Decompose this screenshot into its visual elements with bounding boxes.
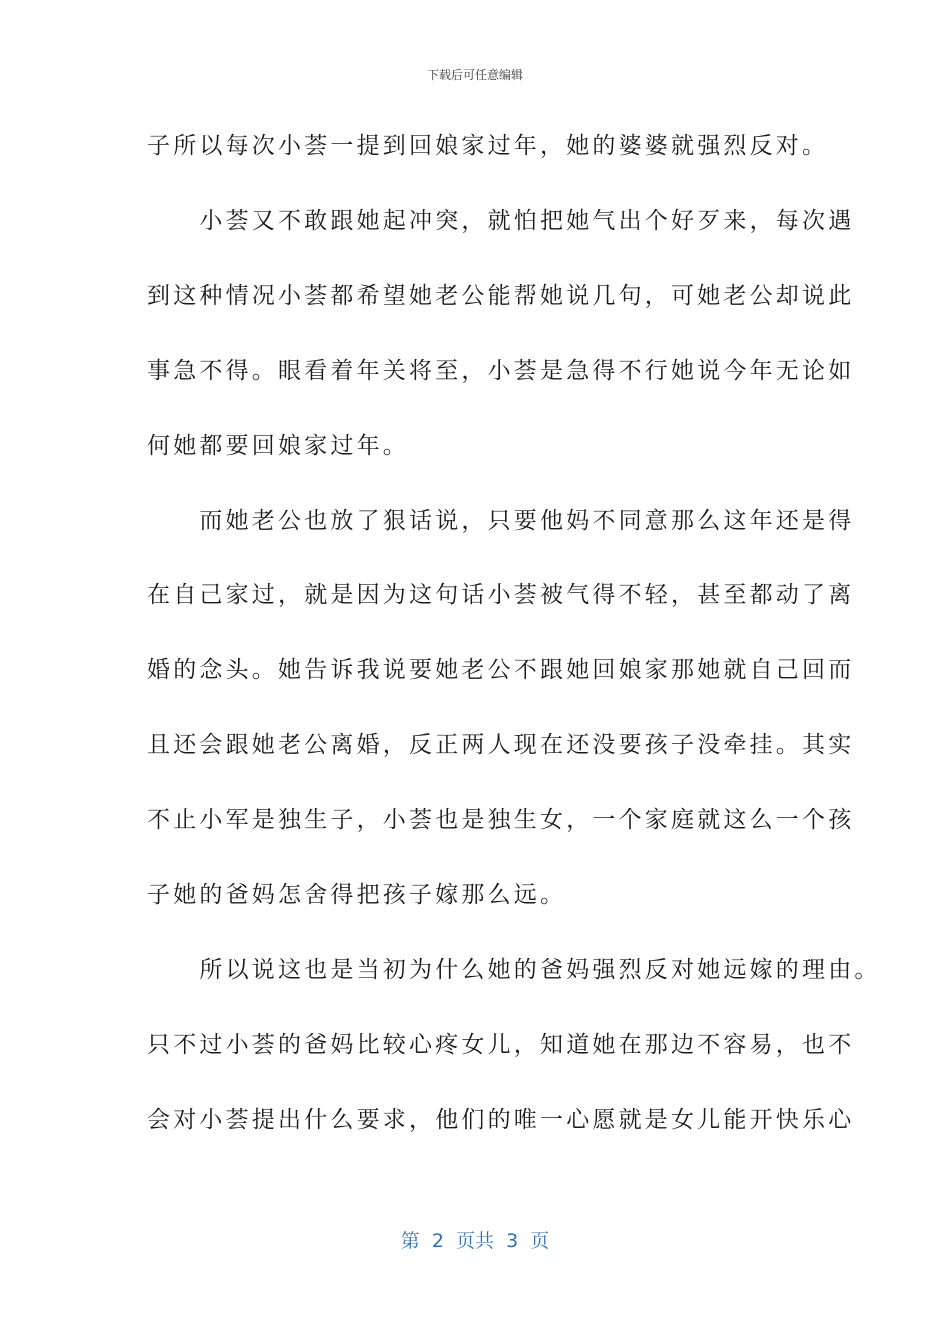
text-line: 小荟又不敢跟她起冲突，就怕把她气出个好歹来，每次遇 bbox=[147, 208, 855, 234]
page-header-note: 下载后可任意编辑 bbox=[426, 68, 523, 82]
text-line: 到这种情况小荟都希望她老公能帮她说几句，可她老公却说此 bbox=[147, 283, 855, 309]
page-number-footer: 第 2 页共 3 页 bbox=[400, 1230, 550, 1252]
text-line: 且还会跟她老公离婚，反正两人现在还没要孩子没牵挂。其实 bbox=[147, 732, 855, 758]
text-line: 子所以每次小荟一提到回娘家过年，她的婆婆就强烈反对。 bbox=[147, 133, 829, 159]
text-line: 所以说这也是当初为什么她的爸妈强烈反对她远嫁的理由。 bbox=[147, 957, 881, 983]
text-line: 只不过小荟的爸妈比较心疼女儿，知道她在那边不容易，也不 bbox=[147, 1032, 855, 1058]
text-line: 而她老公也放了狠话说，只要他妈不同意那么这年还是得 bbox=[147, 508, 855, 534]
text-line: 会对小荟提出什么要求，他们的唯一心愿就是女儿能开快乐心 bbox=[147, 1107, 855, 1133]
text-line: 何她都要回娘家过年。 bbox=[147, 433, 409, 459]
text-line: 子她的爸妈怎舍得把孩子嫁那么远。 bbox=[147, 882, 567, 908]
text-line: 不止小军是独生子，小荟也是独生女，一个家庭就这么一个孩 bbox=[147, 807, 855, 833]
text-line: 婚的念头。她告诉我说要她老公不跟她回娘家那她就自己回而 bbox=[147, 657, 855, 683]
text-line: 在自己家过，就是因为这句话小荟被气得不轻，甚至都动了离 bbox=[147, 582, 855, 608]
text-line: 事急不得。眼看着年关将至，小荟是急得不行她说今年无论如 bbox=[147, 358, 855, 384]
